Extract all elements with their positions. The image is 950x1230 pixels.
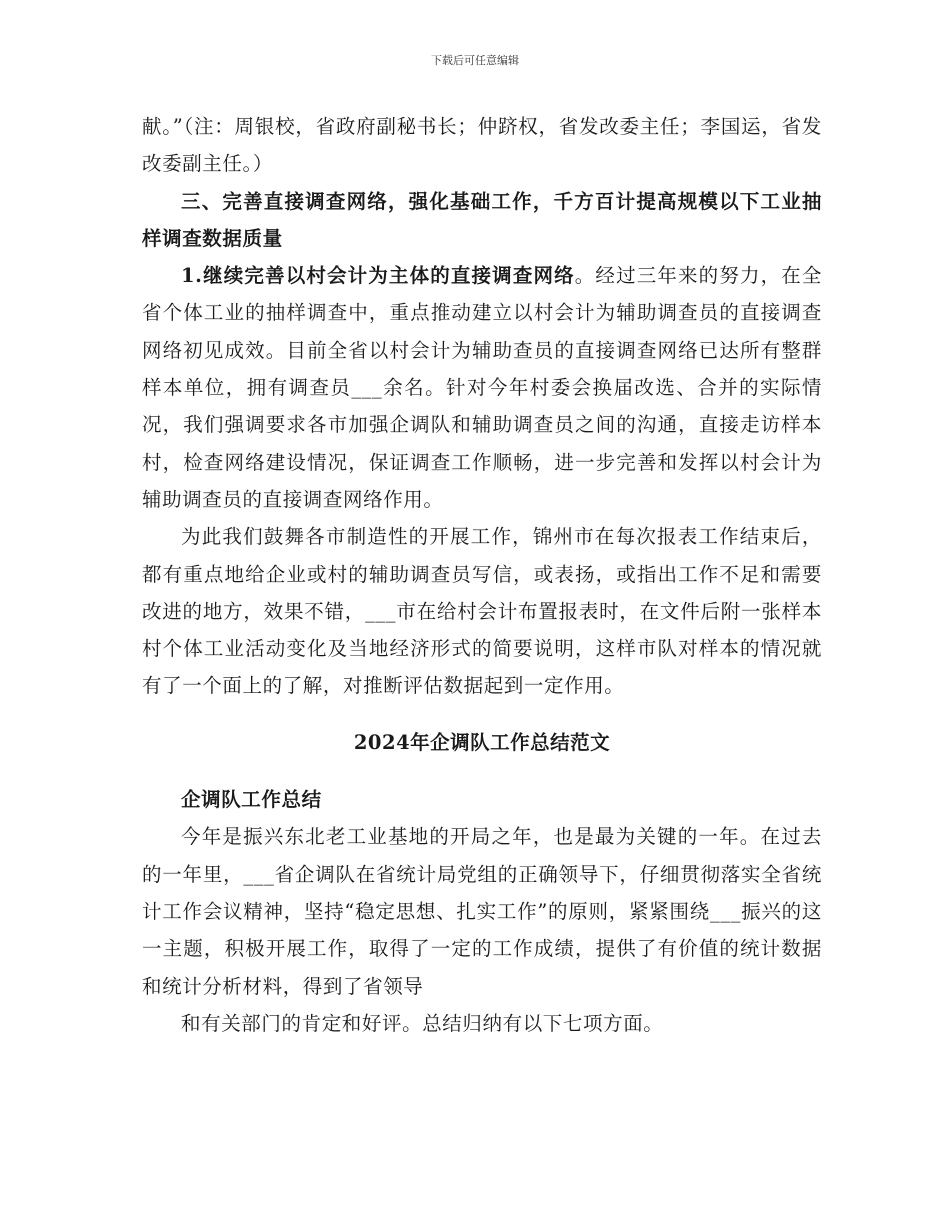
paragraph-encourage: 为此我们鼓舞各市制造性的开展工作，锦州市在每次报表工作结束后，都有重点地给企业或村的辅助调查员写信，或表扬，或指出工作不足和需要改进的地方，效果不错，___市在给村会计布置报表时，在文件后附一张样本村个体工业活动变化及当地经济形式的简要说明，这样市队对样本的情况就有了一个面上的了解，对推断评估数据起到一定作用。 <box>142 525 822 698</box>
paragraph-network-lead: 1.继续完善以村会计为主体的直接调查网络 <box>181 264 575 288</box>
document-body <box>142 108 822 1042</box>
paragraph-network-body: 。经过三年来的努力，在全省个体工业的抽样调查中，重点推动建立以村会计为辅助调查员的直接调查网络初见成效。目前全省以村会计为辅助查员的直接调查网络已达所有整群样本单位，拥有调查员___余名。针对今年村委会换届改选、合并的实际情况，我们强调要求各市加强企调队和辅助调查员之间的沟通，直接走访样本村，检查网络建设情况，保证调查工作顺畅，进一步完善和发挥以村会计为辅助调查员的直接调查网络作用。 <box>142 264 823 511</box>
paragraph-note: 献。”（注：周银校，省政府副秘书长；仲跻权，省发改委主任；李国运，省发改委副主任。） <box>142 115 822 176</box>
page-header: 下载后可任意编辑 <box>431 54 519 67</box>
paragraph-network <box>142 257 822 518</box>
paragraph-intro: 今年是振兴东北老工业基地的开局之年，也是最为关键的一年。在过去的一年里，___省企调队在省统计局党组的正确领导下，仔细贯彻落实全省统计工作会议精神，坚持“稳定思想、扎实工作”的原则，紧紧围绕___振兴的这一主题，积极开展工作，取得了一定的工作成绩，提供了有价值的统计数据和统计分析材料，得到了省领导 <box>142 825 822 998</box>
paragraph-summary: 和有关部门的肯定和好评。总结归纳有以下七项方面。 <box>181 1011 664 1035</box>
document-title: 2024年企调队工作总结范文 <box>353 730 611 754</box>
section-heading-3: 三、完善直接调查网络，强化基础工作，千方百计提高规模以下工业抽样调查数据质量 <box>142 189 822 250</box>
document-subtitle: 企调队工作总结 <box>181 788 322 812</box>
